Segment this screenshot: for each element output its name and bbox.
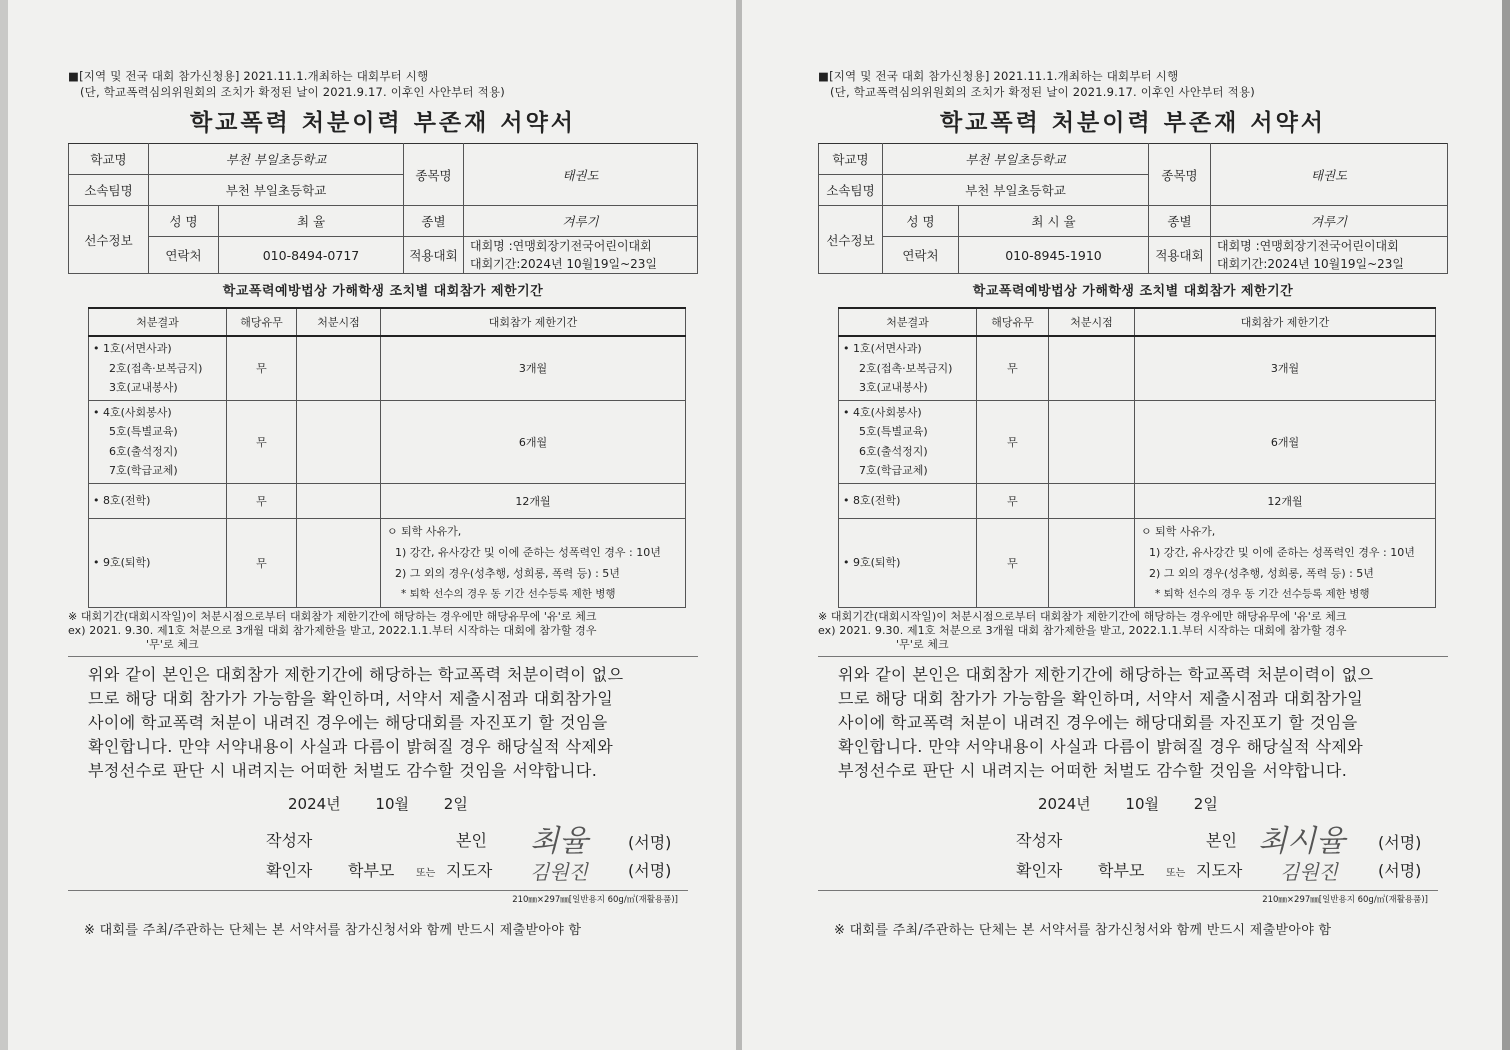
codes-group1 (89, 336, 227, 400)
rule-line1: ㅇ 퇴학 사유가, (387, 524, 462, 538)
form-sheet-left (8, 0, 736, 1050)
label-category: 종별 (1149, 206, 1211, 237)
notice (68, 68, 698, 100)
rule-line1: ㅇ 퇴학 사유가, (1141, 524, 1216, 538)
footnote-line3: '무'로 체크 (896, 637, 949, 651)
notice-line1: ■[지역 및 전국 대회 참가신청용] 2021.11.1.개최하는 대회부터 시행 (68, 69, 429, 83)
divider (818, 890, 1438, 891)
label-leader: 지도자 (1196, 860, 1243, 880)
label-player-info: 선수정보 (819, 206, 883, 274)
value-school: 부천 부일초등학교 (883, 144, 1149, 175)
declaration (818, 656, 1448, 783)
period-2: 6개월 (381, 400, 686, 483)
restriction-subtitle: 학교폭력예방법상 가해학생 조치별 대회참가 제한기간 (972, 284, 1294, 299)
yn-1: 무 (227, 336, 297, 400)
declaration-line: 확인합니다. 만약 서약내용이 사실과 다름이 밝혀질 경우 해당실적 삭제와 (838, 736, 1364, 756)
label-leader: 지도자 (446, 860, 493, 880)
footnote (68, 610, 698, 652)
table-row (839, 518, 1436, 607)
code-1: • 1호(서면사과) (93, 342, 172, 355)
label-seal: (서명) (628, 832, 672, 852)
yn-3: 무 (977, 483, 1049, 518)
codes-group2 (89, 400, 227, 483)
restriction-subtitle: 학교폭력예방법상 가해학생 조치별 대회참가 제한기간 (222, 284, 544, 299)
footnote-line2: ex) 2021. 9.30. 제1호 처분으로 3개월 대회 참가제한을 받고, 2022.1.1.부터 시작하는 대회에 참가할 경우 (68, 623, 597, 637)
yn-1: 무 (977, 336, 1049, 400)
label-self: 본인 (1206, 830, 1237, 850)
footnote-line1: ※ 대회기간(대회시작일)이 처분시점으로부터 대회참가 제한기간에 해당하는 경우에만 해당유무에 '유'로 체크 (68, 609, 597, 623)
info-table (68, 143, 698, 274)
table-row (89, 483, 686, 518)
declaration-line: 부정선수로 판단 시 내려지는 어떠한 처벌도 감수할 것임을 서약합니다. (88, 760, 598, 780)
label-parent: 학부모 (1098, 860, 1145, 880)
declaration-line: 므로 해당 대회 참가가 가능함을 확인하며, 서약서 제출시점과 대회참가일 (838, 688, 1364, 708)
table-row (839, 336, 1436, 400)
time-1 (1049, 336, 1135, 400)
form-title: 학교폭력 처분이력 부존재 서약서 (189, 110, 577, 136)
signature-self: 최율 (530, 823, 588, 859)
competition-period: 대회기간:2024년 10월19일~23일 (470, 257, 657, 271)
header-period: 대회참가 제한기간 (1135, 308, 1436, 336)
competition-name: 대회명 :연맹회장기전국어린이대회 (470, 239, 652, 253)
header-time: 처분시점 (297, 308, 381, 336)
yn-3: 무 (227, 483, 297, 518)
footnote-line2: ex) 2021. 9.30. 제1호 처분으로 3개월 대회 참가제한을 받고, 2022.1.1.부터 시작하는 대회에 참가할 경우 (818, 623, 1347, 637)
label-event: 종목명 (404, 144, 464, 206)
paper-spec: 210㎜×297㎜[일반용지 60g/㎡(재활용품)] (1262, 894, 1428, 905)
period-3: 12개월 (381, 483, 686, 518)
sign-date: 2024년 10월 2일 (1038, 794, 1218, 813)
form-title: 학교폭력 처분이력 부존재 서약서 (939, 110, 1327, 136)
label-seal: (서명) (1378, 832, 1422, 852)
rule-line4: * 퇴학 선수의 경우 동 기간 선수등록 제한 병행 (1155, 587, 1370, 600)
time-4 (1049, 518, 1135, 607)
label-confirmer: 확인자 (1016, 860, 1063, 880)
code-9: • 9호(퇴학) (839, 518, 977, 607)
label-author: 작성자 (266, 830, 313, 850)
code-9: • 9호(퇴학) (89, 518, 227, 607)
time-2 (1049, 400, 1135, 483)
paper-spec: 210㎜×297㎜[일반용지 60g/㎡(재활용품)] (512, 894, 678, 905)
sign-date: 2024년 10월 2일 (288, 794, 468, 813)
code-3: 3호(교내봉사) (109, 381, 178, 394)
label-school: 학교명 (69, 144, 149, 175)
period-1: 3개월 (1135, 336, 1436, 400)
form-sheet-right (742, 0, 1502, 1050)
form-content (68, 68, 698, 938)
final-note: ※ 대회를 주최/주관하는 단체는 본 서약서를 참가신청서와 함께 반드시 제출받아야 함 (834, 922, 1332, 938)
rule-line4: * 퇴학 선수의 경우 동 기간 선수등록 제한 병행 (401, 587, 616, 600)
value-category: 겨루기 (1211, 206, 1448, 237)
value-school: 부천 부일초등학교 (149, 144, 404, 175)
label-or: 또는 (1166, 867, 1186, 879)
declaration-line: 므로 해당 대회 참가가 가능함을 확인하며, 서약서 제출시점과 대회참가일 (88, 688, 614, 708)
period-3: 12개월 (1135, 483, 1436, 518)
code-5: 5호(특별교육) (859, 425, 928, 438)
signature-block (818, 814, 1448, 884)
declaration (68, 656, 698, 783)
divider (68, 890, 688, 891)
table-row (89, 336, 686, 400)
rule-line2: 1) 강간, 유사강간 및 이에 준하는 성폭력인 경우 : 10년 (395, 545, 661, 559)
period-1: 3개월 (381, 336, 686, 400)
code-5: 5호(특별교육) (109, 425, 178, 438)
value-name: 최 시 율 (959, 206, 1149, 237)
yn-4: 무 (977, 518, 1049, 607)
code-8: • 8호(전학) (839, 483, 977, 518)
footnote-line1: ※ 대회기간(대회시작일)이 처분시점으로부터 대회참가 제한기간에 해당하는 경우에만 해당유무에 '유'로 체크 (818, 609, 1347, 623)
rule-9 (1135, 518, 1436, 607)
rule-line3: 2) 그 외의 경우(성추행, 성희롱, 폭력 등) : 5년 (1149, 566, 1374, 580)
value-team: 부천 부일초등학교 (149, 175, 404, 206)
notice-line1: ■[지역 및 전국 대회 참가신청용] 2021.11.1.개최하는 대회부터 시행 (818, 69, 1179, 83)
notice (818, 68, 1448, 100)
rule-line3: 2) 그 외의 경우(성추행, 성희롱, 폭력 등) : 5년 (395, 566, 620, 580)
table-row (89, 400, 686, 483)
form-content (818, 68, 1448, 938)
code-2: 2호(접촉·보복금지) (859, 361, 953, 375)
time-2 (297, 400, 381, 483)
yn-2: 무 (227, 400, 297, 483)
competition-period: 대회기간:2024년 10월19일~23일 (1217, 257, 1404, 271)
code-1: • 1호(서면사과) (843, 342, 922, 355)
label-confirmer: 확인자 (266, 860, 313, 880)
label-name: 성 명 (149, 206, 219, 237)
value-name: 최 율 (219, 206, 404, 237)
label-seal: (서명) (1378, 860, 1422, 880)
declaration-line: 부정선수로 판단 시 내려지는 어떠한 처벌도 감수할 것임을 서약합니다. (838, 760, 1348, 780)
value-event: 태권도 (464, 144, 698, 206)
label-parent: 학부모 (348, 860, 395, 880)
codes-group1 (839, 336, 977, 400)
restriction-table (838, 307, 1436, 608)
table-row (839, 483, 1436, 518)
background-edge (1502, 0, 1510, 1050)
label-category: 종별 (404, 206, 464, 237)
declaration-line: 사이에 학교폭력 처분이 내려진 경우에는 해당대회를 자진포기 할 것임을 (88, 712, 608, 732)
value-applied (1211, 237, 1448, 274)
label-contact: 연락처 (883, 237, 959, 274)
codes-group2 (839, 400, 977, 483)
declaration-line: 확인합니다. 만약 서약내용이 사실과 다름이 밝혀질 경우 해당실적 삭제와 (88, 736, 614, 756)
notice-line2: (단, 학교폭력심의위원회의 조치가 확정된 날이 2021.9.17. 이후인 사안부터 적용) (830, 85, 1255, 99)
header-time: 처분시점 (1049, 308, 1135, 336)
signature-leader: 김원진 (1280, 859, 1338, 884)
time-1 (297, 336, 381, 400)
label-name: 성 명 (883, 206, 959, 237)
code-3: 3호(교내봉사) (859, 381, 928, 394)
footnote-line3: '무'로 체크 (146, 637, 199, 651)
notice-line2: (단, 학교폭력심의위원회의 조치가 확정된 날이 2021.9.17. 이후인 사안부터 적용) (80, 85, 505, 99)
rule-9 (381, 518, 686, 607)
label-event: 종목명 (1149, 144, 1211, 206)
code-7: 7호(학급교체) (859, 464, 928, 477)
info-table (818, 143, 1448, 274)
label-applied: 적용대회 (404, 237, 464, 274)
period-2: 6개월 (1135, 400, 1436, 483)
code-7: 7호(학급교체) (109, 464, 178, 477)
label-contact: 연락처 (149, 237, 219, 274)
header-yn: 해당유무 (977, 308, 1049, 336)
time-3 (1049, 483, 1135, 518)
code-8: • 8호(전학) (89, 483, 227, 518)
code-4: • 4호(사회봉사) (843, 405, 922, 419)
label-applied: 적용대회 (1149, 237, 1211, 274)
header-result: 처분결과 (839, 308, 977, 336)
yn-4: 무 (227, 518, 297, 607)
label-author: 작성자 (1016, 830, 1063, 850)
value-category: 겨루기 (464, 206, 698, 237)
time-4 (297, 518, 381, 607)
time-3 (297, 483, 381, 518)
label-school: 학교명 (819, 144, 883, 175)
declaration-line: 사이에 학교폭력 처분이 내려진 경우에는 해당대회를 자진포기 할 것임을 (838, 712, 1358, 732)
value-contact: 010-8945-1910 (959, 237, 1149, 274)
signature-self: 최시율 (1258, 823, 1345, 859)
footnote (818, 610, 1448, 652)
table-row (89, 518, 686, 607)
header-period: 대회참가 제한기간 (381, 308, 686, 336)
label-or: 또는 (416, 867, 436, 879)
declaration-line: 위와 같이 본인은 대회참가 제한기간에 해당하는 학교폭력 처분이력이 없으 (88, 664, 624, 684)
declaration-line: 위와 같이 본인은 대회참가 제한기간에 해당하는 학교폭력 처분이력이 없으 (838, 664, 1374, 684)
label-self: 본인 (456, 830, 487, 850)
code-2: 2호(접촉·보복금지) (109, 361, 203, 375)
value-applied (464, 237, 698, 274)
rule-line2: 1) 강간, 유사강간 및 이에 준하는 성폭력인 경우 : 10년 (1149, 545, 1415, 559)
label-team: 소속팀명 (69, 175, 149, 206)
table-row (839, 400, 1436, 483)
value-event: 태권도 (1211, 144, 1448, 206)
restriction-table (88, 307, 686, 608)
final-note: ※ 대회를 주최/주관하는 단체는 본 서약서를 참가신청서와 함께 반드시 제출받아야 함 (84, 922, 582, 938)
label-seal: (서명) (628, 860, 672, 880)
code-4: • 4호(사회봉사) (93, 405, 172, 419)
value-team: 부천 부일초등학교 (883, 175, 1149, 206)
header-yn: 해당유무 (227, 308, 297, 336)
yn-2: 무 (977, 400, 1049, 483)
header-result: 처분결과 (89, 308, 227, 336)
code-6: 6호(출석정지) (859, 444, 928, 458)
signature-leader: 김원진 (530, 859, 588, 884)
competition-name: 대회명 :연맹회장기전국어린이대회 (1217, 239, 1399, 253)
code-6: 6호(출석정지) (109, 444, 178, 458)
label-team: 소속팀명 (819, 175, 883, 206)
value-contact: 010-8494-0717 (219, 237, 404, 274)
signature-block (68, 814, 698, 884)
label-player-info: 선수정보 (69, 206, 149, 274)
